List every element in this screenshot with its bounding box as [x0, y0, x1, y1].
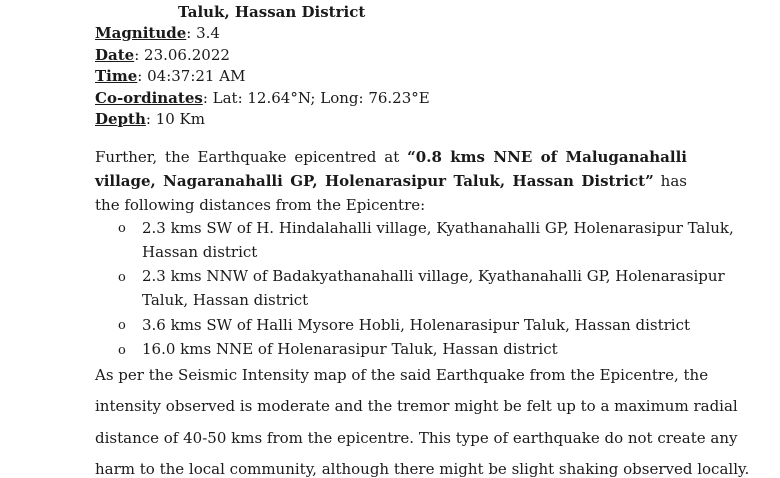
time-label: Time [95, 67, 138, 85]
time-value: : 04:37:21 AM [137, 67, 246, 85]
list-item-line: Hassan district [142, 243, 258, 261]
date-label: Date [95, 46, 135, 64]
epicentre-paragraph [95, 145, 687, 217]
depth-value: : 10 Km [145, 110, 205, 128]
magnitude-value: : 3.4 [186, 24, 220, 42]
magnitude-row [95, 24, 220, 42]
list-item-line: 2.3 kms SW of H. Hindalahalli village, Kyathanahalli GP, Holenarasipur Taluk, [142, 219, 734, 237]
paragraph-line: harm to the local community, although there might be slight shaking observed locally. [95, 460, 750, 478]
date-value: : 23.06.2022 [134, 46, 230, 64]
coordinates-label: Co-ordinates [95, 89, 203, 107]
epicentre-location: “0.8 kms NNE of Maluganahalli village, Nagaranahalli GP, Holenarasipur Taluk, Hassan District” [95, 148, 687, 190]
list-item-line: 16.0 kms NNE of Holenarasipur Taluk, Hassan district [142, 340, 558, 358]
paragraph-line: intensity observed is moderate and the tremor might be felt up to a maximum radial [95, 397, 738, 415]
list-item-line: Taluk, Hassan district [142, 291, 309, 309]
coordinates-row [95, 89, 430, 107]
list-item-line: 3.6 kms SW of Halli Mysore Hobli, Holenarasipur Taluk, Hassan district [142, 316, 690, 334]
bullet-marker: o [118, 270, 126, 285]
date-row [95, 46, 230, 64]
paragraph-line: distance of 40-50 kms from the epicentre. This type of earthquake do not create any [95, 429, 738, 447]
epicentre-text-post: has the following distances from the Epicentre: [95, 172, 687, 214]
magnitude-label: Magnitude [95, 24, 187, 42]
depth-label: Depth [95, 110, 146, 128]
bullet-marker: o [118, 343, 126, 358]
location-heading-tail: Taluk, Hassan District [178, 3, 366, 21]
bullet-marker: o [118, 221, 126, 236]
time-row [95, 67, 245, 85]
epicentre-text-pre: Further, the Earthquake epicentred at [95, 148, 408, 166]
depth-row [95, 110, 205, 128]
paragraph-line: As per the Seismic Intensity map of the said Earthquake from the Epicentre, the [95, 366, 709, 384]
coordinates-value: : Lat: 12.64°N; Long: 76.23°E [202, 89, 430, 107]
bullet-marker: o [118, 318, 126, 333]
list-item-line: 2.3 kms NNW of Badakyathanahalli village, Kyathanahalli GP, Holenarasipur [142, 267, 725, 285]
